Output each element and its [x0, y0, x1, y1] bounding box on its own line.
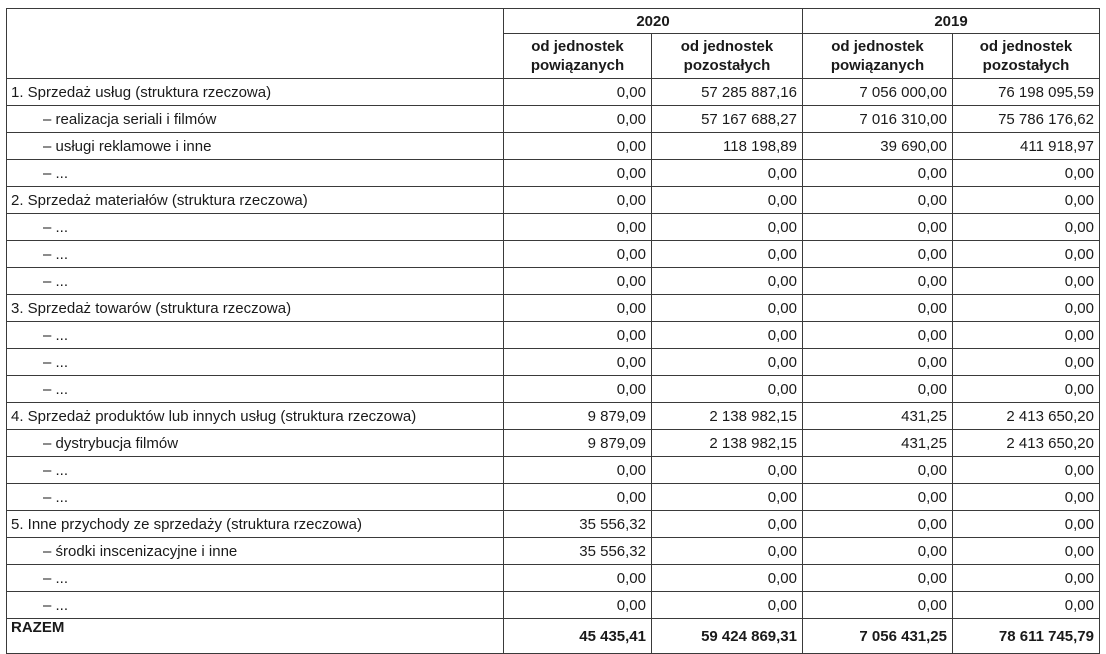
row-label: – ... [7, 349, 504, 376]
cell-value: 0,00 [504, 295, 652, 322]
table-row [7, 403, 1100, 430]
cell-value: 0,00 [504, 322, 652, 349]
col-2020-other-header: od jednostek pozostałych [652, 34, 803, 79]
cell-value: 0,00 [953, 592, 1100, 619]
table-row [7, 376, 1100, 403]
table-row [7, 214, 1100, 241]
cell-value: 0,00 [803, 322, 953, 349]
cell-value: 0,00 [953, 484, 1100, 511]
cell-value: 2 413 650,20 [953, 430, 1100, 457]
table-row [7, 160, 1100, 187]
table-row [7, 241, 1100, 268]
cell-value: 0,00 [504, 565, 652, 592]
cell-value: 0,00 [504, 592, 652, 619]
table-row [7, 565, 1100, 592]
year-2019-header: 2019 [803, 9, 1100, 34]
cell-value: 0,00 [803, 457, 953, 484]
table-row [7, 538, 1100, 565]
cell-value: 0,00 [953, 214, 1100, 241]
cell-value: 0,00 [504, 214, 652, 241]
table-row [7, 457, 1100, 484]
row-label: – środki inscenizacyjne i inne [7, 538, 504, 565]
cell-value: 118 198,89 [652, 133, 803, 160]
row-label: – ... [7, 322, 504, 349]
table-row [7, 79, 1100, 106]
row-label: 2. Sprzedaż materiałów (struktura rzeczowa) [7, 187, 504, 214]
cell-value: 0,00 [953, 511, 1100, 538]
cell-value: 0,00 [953, 349, 1100, 376]
row-label: – usługi reklamowe i inne [7, 133, 504, 160]
cell-value: 0,00 [652, 214, 803, 241]
cell-value: 0,00 [504, 457, 652, 484]
cell-value: 35 556,32 [504, 511, 652, 538]
row-label: – ... [7, 565, 504, 592]
table-row [7, 592, 1100, 619]
cell-value: 7 056 000,00 [803, 79, 953, 106]
cell-value: 0,00 [652, 295, 803, 322]
cell-value: 0,00 [953, 187, 1100, 214]
cell-value: 0,00 [652, 187, 803, 214]
cell-value: 0,00 [652, 376, 803, 403]
cell-value: 0,00 [953, 376, 1100, 403]
row-label: – dystrybucja filmów [7, 430, 504, 457]
cell-value: 76 198 095,59 [953, 79, 1100, 106]
cell-value: 0,00 [803, 295, 953, 322]
cell-value: 0,00 [652, 322, 803, 349]
cell-value: 2 138 982,15 [652, 403, 803, 430]
row-label: – ... [7, 484, 504, 511]
cell-value: 0,00 [504, 106, 652, 133]
cell-value: 431,25 [803, 430, 953, 457]
cell-value: 0,00 [652, 511, 803, 538]
cell-value: 0,00 [803, 511, 953, 538]
cell-value: 0,00 [803, 241, 953, 268]
cell-value: 2 413 650,20 [953, 403, 1100, 430]
table-row [7, 268, 1100, 295]
cell-value: 0,00 [953, 538, 1100, 565]
cell-value: 0,00 [652, 349, 803, 376]
cell-value: 0,00 [504, 241, 652, 268]
table-row [7, 322, 1100, 349]
cell-value: 0,00 [953, 241, 1100, 268]
row-label: – ... [7, 241, 504, 268]
cell-value: 0,00 [504, 349, 652, 376]
cell-value: 0,00 [803, 187, 953, 214]
total-value: 7 056 431,25 [803, 619, 953, 654]
row-label: – ... [7, 268, 504, 295]
cell-value: 0,00 [504, 133, 652, 160]
cell-value: 0,00 [953, 322, 1100, 349]
cell-value: 9 879,09 [504, 403, 652, 430]
table-row [7, 484, 1100, 511]
cell-value: 2 138 982,15 [652, 430, 803, 457]
row-label: 5. Inne przychody ze sprzedaży (struktura rzeczowa) [7, 511, 504, 538]
cell-value: 0,00 [803, 214, 953, 241]
year-header-row [7, 9, 1100, 34]
row-label: – ... [7, 214, 504, 241]
cell-value: 0,00 [652, 457, 803, 484]
cell-value: 0,00 [803, 349, 953, 376]
cell-value: 0,00 [504, 187, 652, 214]
total-value: 45 435,41 [504, 619, 652, 654]
cell-value: 75 786 176,62 [953, 106, 1100, 133]
cell-value: 0,00 [504, 268, 652, 295]
cell-value: 0,00 [953, 295, 1100, 322]
row-label: – ... [7, 160, 504, 187]
cell-value: 39 690,00 [803, 133, 953, 160]
cell-value: 0,00 [504, 484, 652, 511]
row-label: – ... [7, 457, 504, 484]
cell-value: 57 167 688,27 [652, 106, 803, 133]
cell-value: 0,00 [803, 376, 953, 403]
cell-value: 0,00 [652, 565, 803, 592]
total-row [7, 619, 1100, 654]
row-label: – ... [7, 592, 504, 619]
total-label: RAZEM [7, 619, 504, 654]
table-row [7, 295, 1100, 322]
table-row [7, 133, 1100, 160]
cell-value: 0,00 [953, 160, 1100, 187]
total-value: 59 424 869,31 [652, 619, 803, 654]
cell-value: 0,00 [504, 376, 652, 403]
cell-value: 0,00 [652, 241, 803, 268]
cell-value: 0,00 [953, 457, 1100, 484]
row-label: 3. Sprzedaż towarów (struktura rzeczowa) [7, 295, 504, 322]
table-row [7, 106, 1100, 133]
row-label: – ... [7, 376, 504, 403]
col-2020-related-header: od jednostek powiązanych [504, 34, 652, 79]
cell-value: 0,00 [652, 160, 803, 187]
cell-value: 0,00 [803, 484, 953, 511]
cell-value: 431,25 [803, 403, 953, 430]
cell-value: 0,00 [652, 268, 803, 295]
row-label: 1. Sprzedaż usług (struktura rzeczowa) [7, 79, 504, 106]
col-2019-related-header: od jednostek powiązanych [803, 34, 953, 79]
cell-value: 0,00 [652, 538, 803, 565]
cell-value: 57 285 887,16 [652, 79, 803, 106]
cell-value: 0,00 [652, 592, 803, 619]
col-2019-other-header: od jednostek pozostałych [953, 34, 1100, 79]
total-value: 78 611 745,79 [953, 619, 1100, 654]
cell-value: 9 879,09 [504, 430, 652, 457]
table-row [7, 430, 1100, 457]
cell-value: 0,00 [803, 538, 953, 565]
cell-value: 0,00 [504, 160, 652, 187]
cell-value: 0,00 [652, 484, 803, 511]
cell-value: 0,00 [803, 565, 953, 592]
cell-value: 411 918,97 [953, 133, 1100, 160]
cell-value: 35 556,32 [504, 538, 652, 565]
cell-value: 7 016 310,00 [803, 106, 953, 133]
cell-value: 0,00 [803, 268, 953, 295]
year-2020-header: 2020 [504, 9, 803, 34]
table-row [7, 187, 1100, 214]
table-row [7, 511, 1100, 538]
revenue-structure-table [6, 8, 1100, 654]
cell-value: 0,00 [953, 268, 1100, 295]
cell-value: 0,00 [953, 565, 1100, 592]
cell-value: 0,00 [803, 592, 953, 619]
revenue-table-sheet [6, 8, 1100, 654]
label-column-header [7, 9, 504, 79]
table-row [7, 349, 1100, 376]
cell-value: 0,00 [803, 160, 953, 187]
row-label: – realizacja seriali i filmów [7, 106, 504, 133]
row-label: 4. Sprzedaż produktów lub innych usług (struktura rzeczowa) [7, 403, 504, 430]
cell-value: 0,00 [504, 79, 652, 106]
